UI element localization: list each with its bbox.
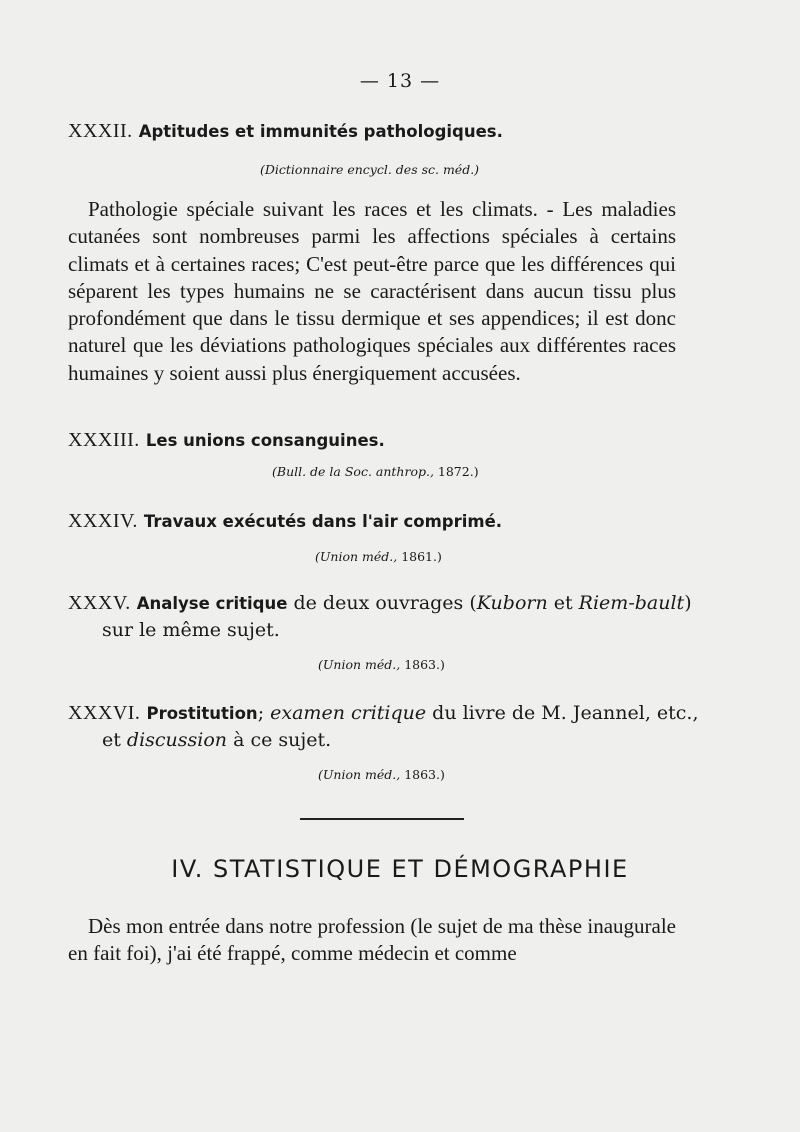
entry-text: à ce sujet. bbox=[227, 729, 332, 751]
section-divider bbox=[300, 818, 464, 820]
entry-italic: discussion bbox=[126, 729, 228, 751]
citation-year: 1861.) bbox=[401, 549, 442, 564]
citation bbox=[318, 657, 445, 672]
citation bbox=[260, 162, 479, 177]
citation bbox=[272, 464, 479, 479]
citation-source: (Dictionnaire encycl. des sc. méd.) bbox=[260, 162, 480, 177]
entry-title: Aptitudes et immunités pathologiques. bbox=[138, 122, 503, 141]
entry-xxxvi bbox=[68, 700, 714, 754]
entry-title: Prostitution bbox=[146, 704, 258, 723]
entry-text: ; bbox=[257, 702, 271, 724]
entry-title: Travaux exécutés dans l'air comprimé. bbox=[143, 512, 503, 531]
paragraph-text: Dès mon entrée dans notre profession (le sujet de ma thèse inaugurale en fait foi), j'ai été frappé, comme médecin et comme bbox=[68, 914, 676, 966]
entry-number: XXXIII. bbox=[68, 429, 140, 451]
paragraph-text: Pathologie spéciale suivant les races et les climats. - Les maladies cutanées sont nombreuses parmi les affections spéciales à certains climats et à certaines races; C'est peut-être parce que les différences qui séparent les types humains ne se caractérisent dans aucun tissu plus profondément que dans le tissu dermique et ses appendices; il est donc naturel que les déviations pathologiques spéciales aux différentes races humaines y soient aussi plus énergiquement accusées. bbox=[68, 197, 676, 385]
citation-year: 1872.) bbox=[437, 464, 479, 479]
paragraph-pathologie bbox=[68, 196, 676, 387]
entry-text: de deux ouvrages ( bbox=[293, 592, 477, 614]
entry-italic: Riem-bault bbox=[578, 592, 685, 614]
entry-title: Analyse critique bbox=[136, 594, 288, 613]
entry-title: Les unions consanguines. bbox=[145, 431, 385, 450]
entry-text: du livre de M. Jeannel, etc., et bbox=[102, 702, 699, 751]
entry-text: et bbox=[547, 592, 579, 614]
citation bbox=[315, 549, 442, 564]
citation-source: (Union méd., bbox=[318, 657, 401, 672]
citation-source: (Union méd., bbox=[315, 549, 398, 564]
entry-text: ) sur le même sujet. bbox=[102, 592, 692, 641]
entry-xxxiii bbox=[68, 427, 688, 454]
citation bbox=[318, 767, 445, 782]
citation-year: 1863.) bbox=[404, 767, 445, 782]
citation-year: 1863.) bbox=[404, 657, 445, 672]
entry-number: XXXIV. bbox=[68, 510, 138, 532]
entry-number: XXXV. bbox=[68, 592, 131, 614]
entry-italic: examen critique bbox=[270, 702, 427, 724]
citation-source: (Bull. de la Soc. anthrop., bbox=[272, 464, 434, 479]
paragraph-statistique bbox=[68, 913, 676, 968]
section-heading: IV. STATISTIQUE ET DÉMOGRAPHIE bbox=[171, 855, 629, 883]
entry-xxxv bbox=[68, 590, 714, 644]
citation-source: (Union méd., bbox=[318, 767, 401, 782]
entry-number: XXXVI. bbox=[68, 702, 141, 724]
entry-xxxii bbox=[68, 118, 688, 145]
entry-xxxiv bbox=[68, 508, 688, 535]
entry-number: XXXII. bbox=[68, 120, 133, 142]
entry-italic: Kuborn bbox=[476, 592, 548, 614]
page-number: — 13 — bbox=[359, 70, 441, 92]
